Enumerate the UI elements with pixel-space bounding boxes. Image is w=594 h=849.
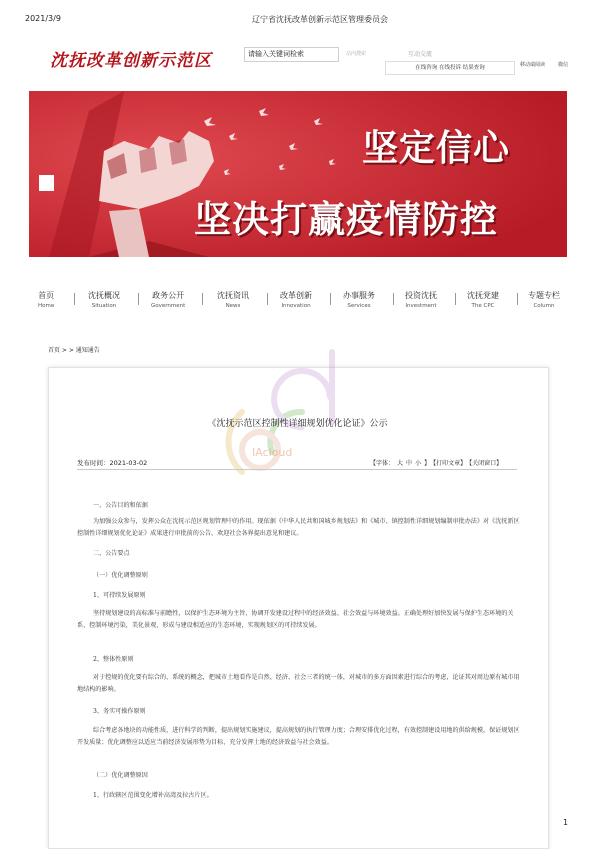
nav-label: 沈抚资讯 bbox=[217, 291, 249, 300]
search-button[interactable]: 站内搜索 bbox=[346, 51, 367, 57]
nav-divider bbox=[517, 293, 518, 305]
article-toolbar bbox=[367, 458, 502, 467]
font-size-bracket: 】 bbox=[424, 460, 431, 467]
font-small-button[interactable]: 小 bbox=[415, 460, 422, 467]
font-size-label: 【字体： bbox=[370, 460, 395, 467]
nav-divider bbox=[330, 293, 331, 305]
nav-label: 投资沈抚 bbox=[405, 291, 437, 300]
close-window-button[interactable]: 【关闭窗口】 bbox=[469, 460, 503, 467]
nav-sublabel: The CPC bbox=[471, 303, 495, 309]
nav-item-innovation[interactable] bbox=[280, 290, 312, 309]
paragraph: 对于控规的优化要有综合的、系统的概念，把城市土地看作是自然、经济、社会三者的统一体，对城市的多方面因素进行综合的考虑，论证其对周边原有城市用地结构的影响。 bbox=[77, 674, 520, 693]
nav-item-investment[interactable] bbox=[405, 290, 437, 309]
nav-divider bbox=[267, 293, 268, 305]
paragraph: 综合考虑各地块的功能性质，进行科学的判断，提出规划实施建议，提高规划的执行管理力度；合理安排优化过程，有效控制建设用地的供给规模，保证规划区开发质量；优化调整应以适应当前经济发展形势为目标，充分发挥土地的经济效益与社会效益。 bbox=[77, 727, 520, 746]
nav-sublabel: Column bbox=[533, 303, 555, 309]
sub-heading: （一）优化调整原则 bbox=[93, 572, 148, 579]
nav-divider bbox=[393, 293, 394, 305]
wechat-link[interactable]: 微信 bbox=[558, 62, 569, 68]
nav-item-services[interactable] bbox=[343, 290, 375, 309]
breadcrumb[interactable]: 首页 > > 通知通告 bbox=[48, 347, 100, 354]
nav-label: 首页 bbox=[38, 291, 55, 300]
nav-divider bbox=[138, 293, 139, 305]
nav-item-cpc[interactable] bbox=[467, 290, 499, 309]
page-number: 1 bbox=[563, 818, 569, 827]
nav-sublabel: Investment bbox=[405, 303, 437, 309]
nav-label: 沈抚概况 bbox=[88, 291, 120, 300]
print-button[interactable]: 【打印文章】 bbox=[433, 460, 467, 467]
nav-item-news[interactable] bbox=[217, 290, 249, 309]
article-title: 《沈抚示范区控制性详细规划优化论证》公示 bbox=[207, 419, 388, 429]
nav-label: 办事服务 bbox=[343, 291, 375, 300]
sub-heading: 1、行政辖区范围变化增补高湾及拉古片区。 bbox=[93, 792, 213, 799]
section-heading: 一、公告目的和依据 bbox=[93, 502, 148, 509]
divider bbox=[77, 469, 517, 470]
paragraph: 坚持规划建设的高标准与前瞻性，以保护生态环境为主旨，协调开发建设过程中的经济效益、社会效益与环境效益。正确处理好加快发展与保护生态环境的关系，控制环境污染，美化景观，形成与建设相适应的生态环境，实现规划区的可持续发展。 bbox=[77, 610, 514, 629]
nav-sublabel: Home bbox=[38, 303, 55, 309]
nav-divider bbox=[202, 293, 203, 305]
nav-sublabel: Government bbox=[151, 303, 186, 309]
nav-label: 专题专栏 bbox=[528, 291, 560, 300]
watermark-text: IAcloud bbox=[252, 446, 293, 459]
nav-sublabel: Situation bbox=[91, 303, 117, 309]
nav-sublabel: Services bbox=[347, 303, 371, 309]
banner-square bbox=[39, 175, 54, 191]
print-header-title: 辽宁省沈抚改革创新示范区管理委员会 bbox=[252, 15, 388, 24]
font-medium-button[interactable]: 中 bbox=[406, 460, 413, 467]
nav-item-government[interactable] bbox=[151, 290, 185, 309]
section-heading: 二、公告要点 bbox=[93, 550, 130, 557]
nav-sublabel: News bbox=[225, 303, 241, 309]
print-date: 2021/3/9 bbox=[25, 14, 61, 23]
nav-label: 政务公开 bbox=[152, 291, 185, 300]
interaction-title: 互动交流 bbox=[408, 51, 433, 58]
nav-divider bbox=[74, 293, 75, 305]
search-input[interactable]: 请输入关键词检索 bbox=[244, 47, 339, 62]
interaction-links[interactable]: 在线咨询 在线投诉 结果查询 bbox=[385, 61, 515, 75]
publish-date: 发布时间：2021-03-02 bbox=[77, 459, 148, 467]
paragraph: 为加强公众参与，发挥公众在沈抚示范区规划管理中的作用。现依据《中华人民共和国城乡规划法》和《城市、镇控制性详细规划编制审批办法》对《沈抚新区控制性详细规划优化论证》成果进行审批前的公告，欢迎社会各界提出意见和建议。 bbox=[77, 518, 520, 537]
sub-heading: 1、可持续发展原则 bbox=[93, 592, 146, 599]
main-nav bbox=[30, 290, 570, 314]
banner[interactable] bbox=[29, 91, 567, 257]
mobile-link[interactable]: 移动端阅读 bbox=[520, 62, 546, 68]
nav-label: 沈抚党建 bbox=[467, 291, 499, 300]
nav-label: 改革创新 bbox=[280, 291, 312, 300]
sub-heading: 2、整体性原则 bbox=[93, 656, 134, 663]
font-large-button[interactable]: 大 bbox=[397, 460, 404, 467]
banner-slogan-2: 坚决打赢疫情防控 bbox=[194, 198, 498, 241]
banner-slogan-1: 坚定信心 bbox=[362, 128, 511, 169]
nav-item-column[interactable] bbox=[528, 290, 560, 309]
nav-divider bbox=[455, 293, 456, 305]
nav-item-home[interactable] bbox=[38, 290, 54, 309]
nav-item-situation[interactable] bbox=[88, 290, 120, 309]
site-logo[interactable]: 沈抚改革创新示范区 bbox=[50, 51, 212, 71]
sub-heading: （二）优化调整原因 bbox=[93, 772, 148, 779]
nav-sublabel: Innovation bbox=[281, 303, 311, 309]
sub-heading: 3、务实可操作原则 bbox=[93, 708, 146, 715]
